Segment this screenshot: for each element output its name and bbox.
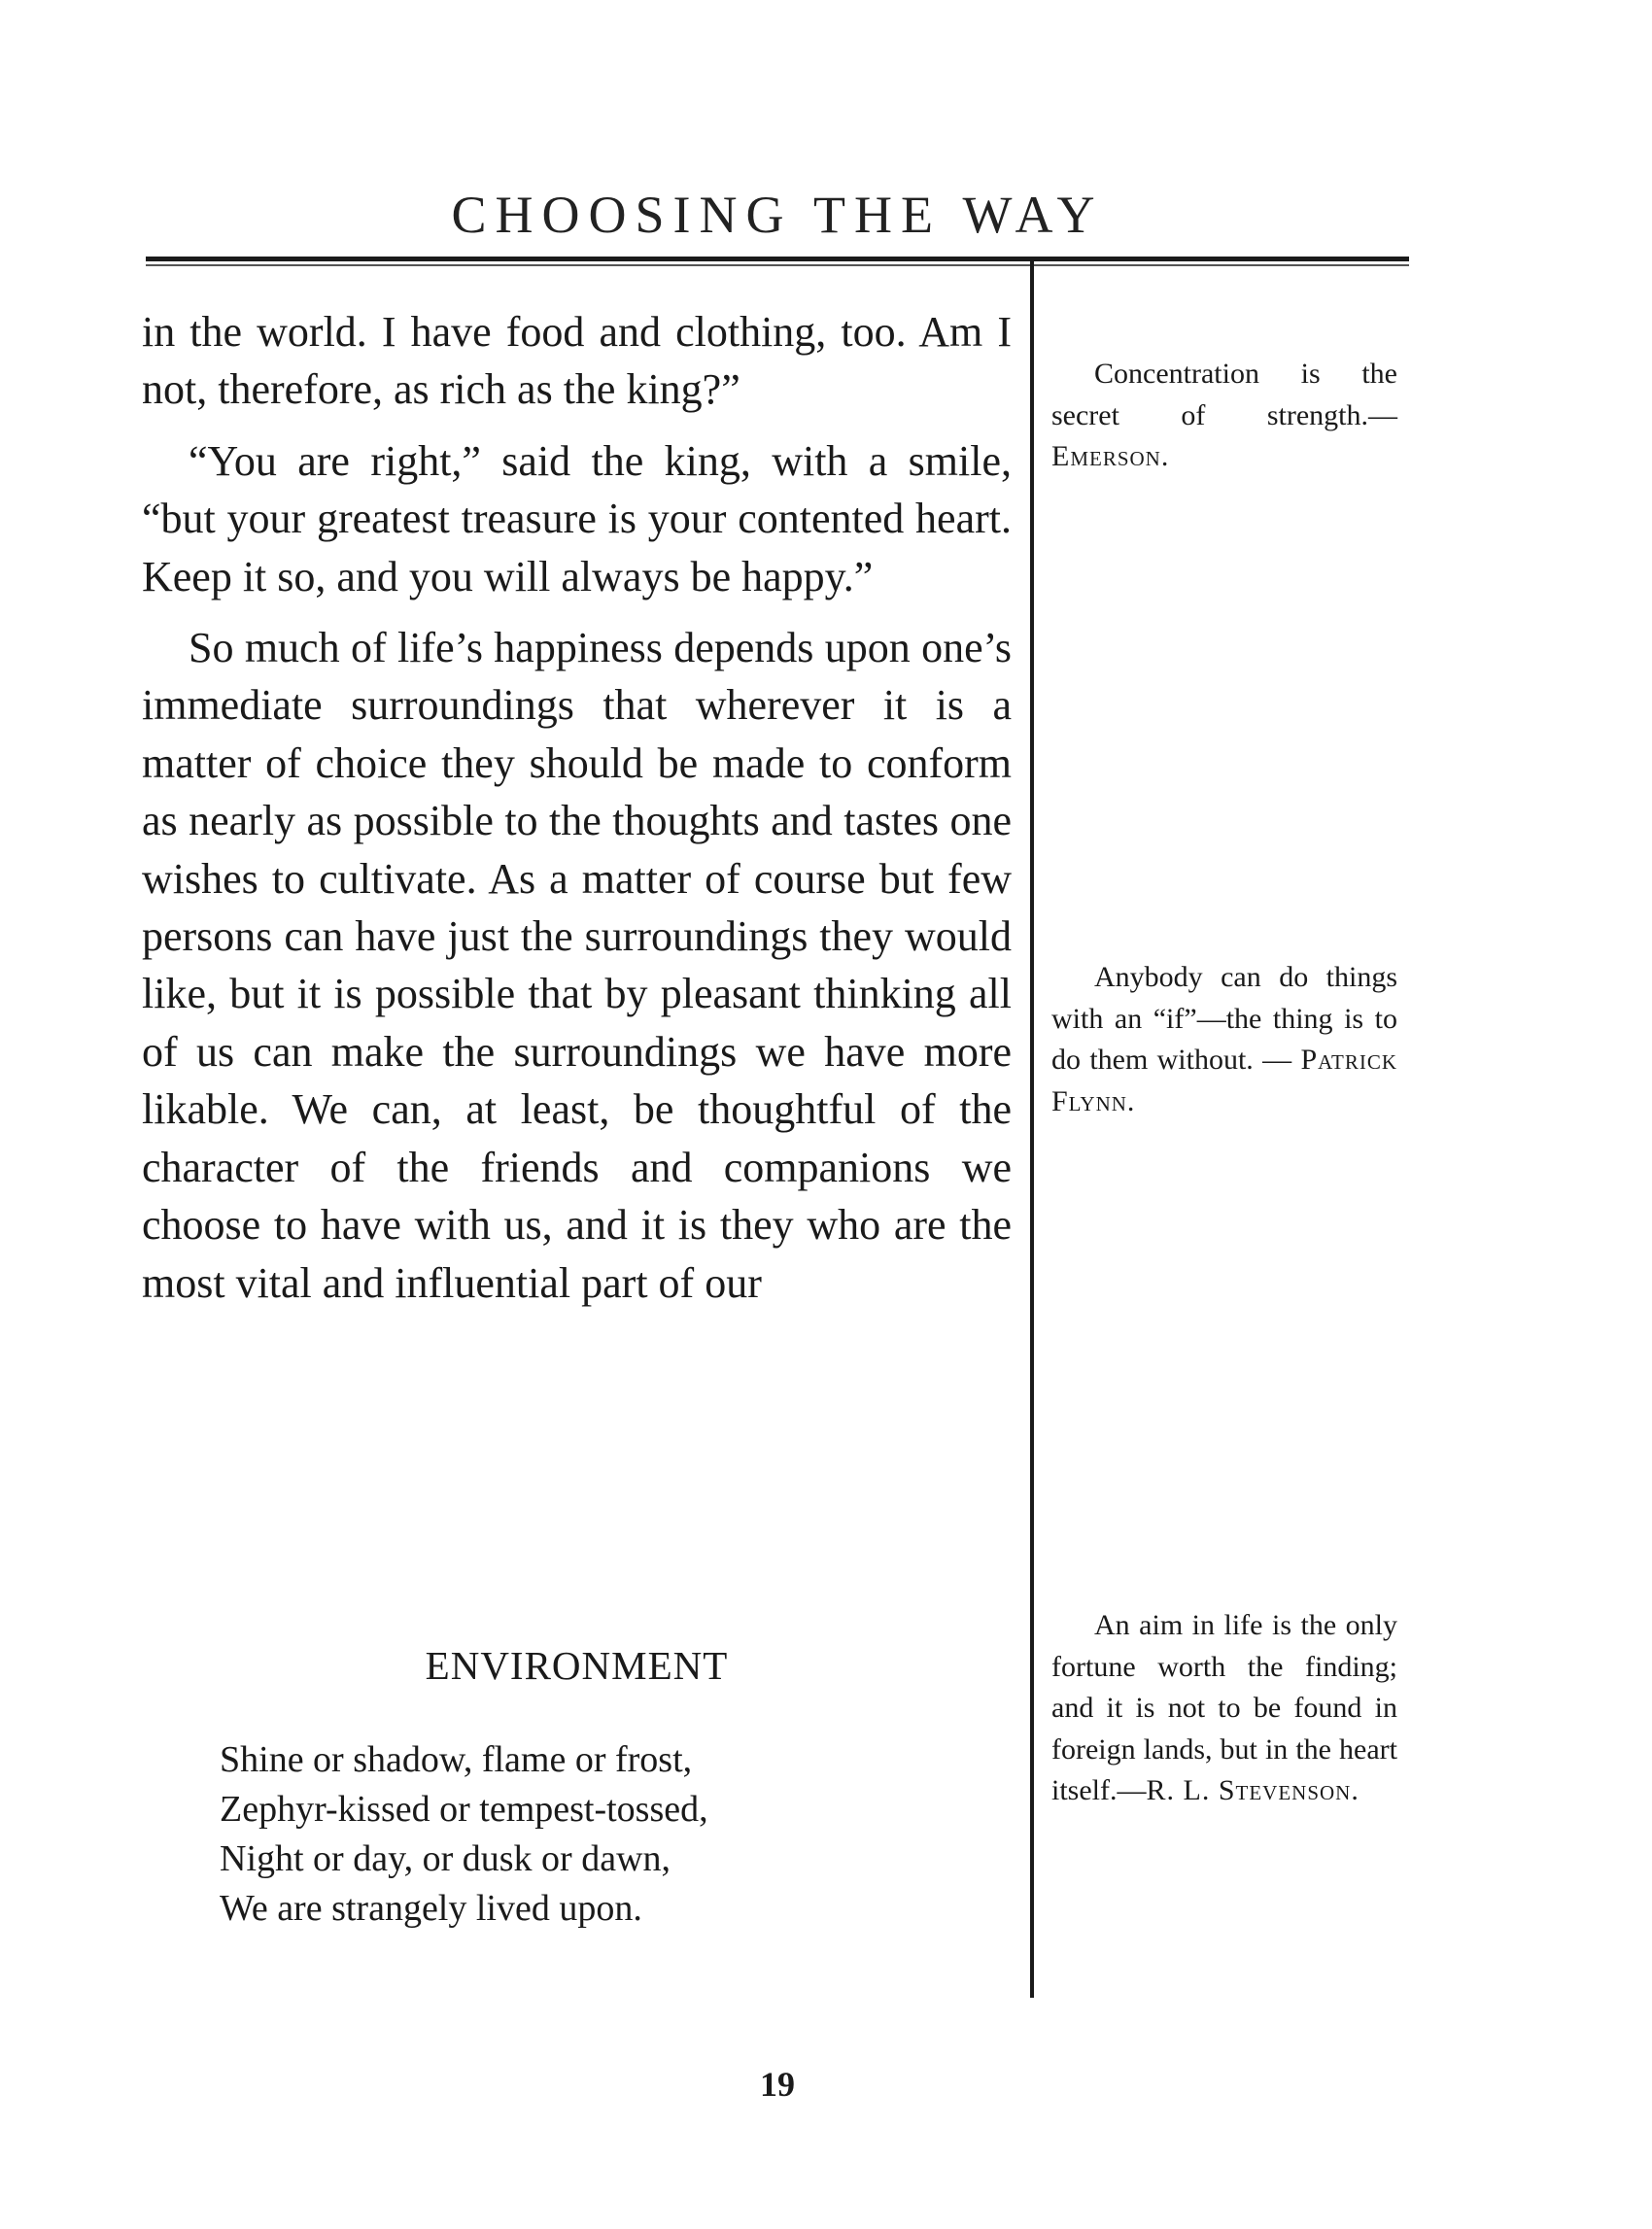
page-number: 19 <box>760 2065 795 2104</box>
poem-line: Zephyr-kissed or tempest-tossed, <box>220 1789 708 1830</box>
sidenote-stevenson <box>1051 1605 1397 1812</box>
poem <box>220 1735 708 1934</box>
sidenote-author: R. L. Stevenson. <box>1146 1774 1359 1806</box>
paragraph-1: in the world. I have food and clothing, too. Am I not, therefore, as rich as the king?” <box>142 308 1012 414</box>
sidenote-quote: Concentration is the secret of strength.— <box>1051 358 1397 431</box>
running-title: CHOOSING THE WAY <box>451 186 1104 244</box>
poem-title: ENVIRONMENT <box>425 1643 729 1688</box>
paragraph-2: “You are right,” said the king, with a smile, “but your greatest treasure is your contented heart. Keep it so, and you will always be happy.” <box>142 436 1012 600</box>
column-divider <box>1030 258 1034 1998</box>
poem-line: Shine or shadow, flame or frost, <box>220 1739 693 1780</box>
header-rule <box>146 257 1409 261</box>
poem-line: Night or day, or dusk or dawn, <box>220 1838 671 1879</box>
sidenote-quote: Anybody can do things with an “if”—the thing is to do them without. — <box>1051 961 1397 1076</box>
header-rule-thin <box>146 264 1409 266</box>
main-text-column <box>142 303 1012 1312</box>
sidenote-flynn <box>1051 957 1397 1122</box>
paragraph-3: So much of life’s happiness depends upon one’s immediate surroundings that wherever it is a matter of choice they should be made to conform as nearly as possible to the thoughts and tastes one wishes to cultivate. As a matter of course but few persons can have just the surroundings they would like, but it is possible that by pleasant thinking all of us can make the surroundings we have more likable. We can, at least, be thoughtful of the character of the friends and companions we choose to have with us, and it is they who are the most vital and influential part of our <box>142 624 1012 1307</box>
poem-line: We are strangely lived upon. <box>220 1888 642 1929</box>
sidenote-emerson <box>1051 354 1397 478</box>
sidenote-quote: An aim in life is the only fortune worth the finding; and it is not to be found in foreign lands, but in the heart itself.— <box>1051 1609 1397 1806</box>
sidenote-author: Emerson. <box>1051 440 1170 472</box>
sidenote-author: Patrick Flynn. <box>1051 1044 1397 1117</box>
